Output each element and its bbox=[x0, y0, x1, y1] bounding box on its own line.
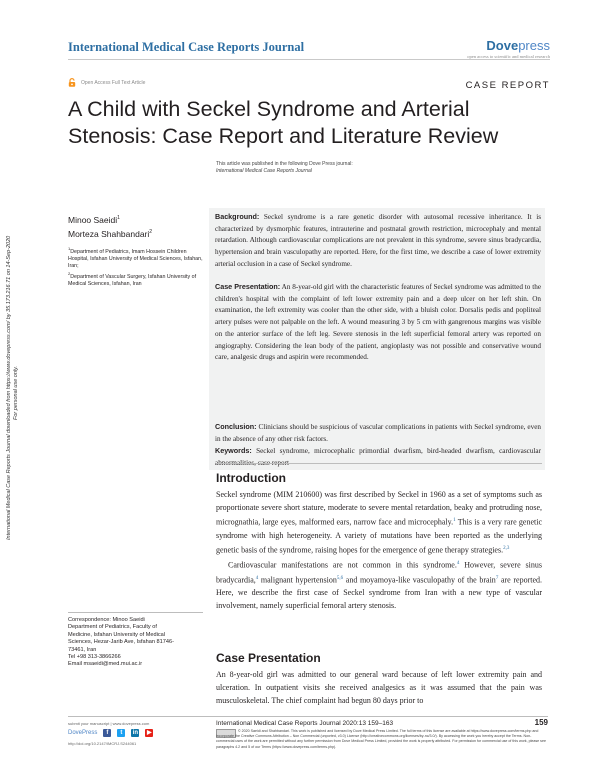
open-access-lock-icon bbox=[68, 78, 76, 87]
twitter-icon[interactable]: t bbox=[117, 729, 125, 737]
publisher-brand bbox=[467, 38, 550, 59]
affiliation: $^2$Department of Vascular Surgery, Isfahan University of Medical Sciences, Isfahan, Iran bbox=[68, 271, 197, 288]
abstract-box bbox=[209, 208, 545, 470]
brand-tagline: open access to scientific and medical research bbox=[467, 54, 550, 59]
open-access-note bbox=[68, 78, 145, 87]
brand-prefix: Dove bbox=[486, 38, 519, 53]
header-divider bbox=[68, 59, 550, 60]
personal-use-note: For personal use only. bbox=[13, 365, 19, 420]
abstract-conclusion-label: Conclusion: bbox=[215, 422, 257, 431]
facebook-icon[interactable]: f bbox=[103, 729, 111, 737]
affiliation: $^1$Department of Pediatrics, Imam Hossein Children Hospital, Isfahan University of Medical Sciences, Isfahan, Iran; bbox=[68, 246, 203, 270]
publication-note-journal: International Medical Case Reports Journal bbox=[216, 168, 312, 174]
author: Morteza Shahbandari$^2$ bbox=[68, 228, 153, 239]
citation[interactable]: 5,6 bbox=[336, 575, 344, 581]
abstract-presentation-label: Case Presentation: bbox=[215, 282, 281, 291]
citation[interactable]: 2,3 bbox=[503, 546, 510, 552]
case-presentation-body: An 8-year-old girl was admitted to our general ward because of left lower extremity pain and ulceration. In outpatient visits she received analgesics as it was assumed that the pain was musculoskeletal. The chief complaint had begun 80 days prior to bbox=[216, 670, 542, 706]
correspondence-email[interactable]: Email msaeidi@med.mui.ac.ir bbox=[68, 661, 143, 668]
footer-divider bbox=[68, 716, 548, 717]
journal-header: International Medical Case Reports Journal bbox=[68, 40, 305, 54]
article-title: A Child with Seckel Syndrome and Arterial Stenosis: Case Report and Literature Review bbox=[68, 97, 499, 148]
affiliations bbox=[68, 245, 203, 289]
introduction-heading: Introduction bbox=[216, 471, 286, 485]
citation[interactable]: 7 bbox=[495, 575, 499, 581]
license-text: © 2020 Saeidi and Shahbandari. This work is published and licensed by Dove Medical Press Limited. The full terms of this license are available at https://www.dovepress.com/terms.php and incorporate the Creative Commons Attribution – Non Commercial (unported, v3.0) License (http://creativecommons.org/licenses/by-nc/3.0/). By accessing the work you hereby accept the Terms. Non-commercial uses of the work are permitted without any further permission from Dove Medical Press Limited, provided the work is properly attributed. For permission for commercial use of this work, please see paragraphs 4.2 and 5 of our Terms (https://www.dovepress.com/terms.php). bbox=[216, 729, 546, 749]
abstract-background-label: Background: bbox=[215, 212, 260, 221]
abstract-presentation: Case Presentation: An 8-year-old girl with the characteristic features of Seckel syndrome was admitted to the children's hospital with the complaint of left lower extremity pain and a deep ulcer on her left shin. On examination, the left extremity was cooler than the other side, with a bluish color. Dorsalis pedis and popliteal artery pulses were not palpable on the left. A wound measuring 3 by 5 cm with gangrenous margins was visible on the anterior surface of the left leg. Severe stenosis in the left superficial femoral artery was reported on angiography. Considering the lean body of the patient, angioplasty was not possible and conservative wound care, analgesic drugs and aspirin were recommended. bbox=[215, 282, 542, 362]
download-watermark bbox=[2, 120, 32, 540]
abstract-conclusion: Conclusion: Clinicians should be suspicious of vascular complications in patients with Seckel syndrome, even in the absence of any other risk factors. bbox=[215, 422, 541, 443]
article-type: CASE REPORT bbox=[465, 80, 550, 91]
dovepress-logo: DovePress bbox=[68, 730, 98, 736]
page-number: 159 bbox=[534, 718, 548, 727]
correspondence-divider bbox=[68, 612, 203, 613]
citation[interactable]: 1 bbox=[453, 518, 456, 524]
citation[interactable]: 4 bbox=[255, 575, 259, 581]
case-presentation-heading: Case Presentation bbox=[216, 651, 321, 665]
publication-note bbox=[216, 161, 353, 175]
author-list bbox=[68, 212, 152, 240]
open-access-label: Open Access Full Text Article bbox=[81, 79, 146, 86]
author: Minoo Saeidi$^1$ bbox=[68, 214, 120, 225]
correspondence: Correspondence: Minoo Saeidi Department of Pediatrics, Faculty of Medicine, Isfahan University of Medical Sciences, Hezar-Jarib Ave, Isfahan 81746- 73461, Iran Tel +98 313-3866266 Email msaeidi@med.mui.ac.ir bbox=[68, 617, 208, 669]
publication-note-line: This article was published in the following Dove Press journal: bbox=[216, 161, 353, 167]
doi-link[interactable]: http://doi.org/10.2147/IMCRJ.S244061 bbox=[68, 741, 137, 746]
citation[interactable]: 4 bbox=[456, 560, 460, 566]
abstract-divider bbox=[216, 463, 542, 464]
brand-suffix: press bbox=[518, 38, 550, 53]
linkedin-icon[interactable]: in bbox=[132, 730, 139, 736]
footer-logo-row bbox=[68, 729, 153, 737]
keywords-label: Keywords: bbox=[215, 446, 252, 455]
journal-citation: International Medical Case Reports Journal 2020:13 159–163 bbox=[216, 720, 394, 727]
submit-manuscript-link[interactable]: submit your manuscript | www.dovepress.com bbox=[68, 721, 150, 726]
correspondence-label: Correspondence: Minoo Saeidi bbox=[68, 617, 145, 623]
youtube-icon[interactable]: ▶ bbox=[147, 730, 152, 736]
abstract-keywords: Keywords: Seckel syndrome, microcephalic primordial dwarfism, bird-headed dwarfism, cardiovascular abnormalities, case report bbox=[215, 446, 542, 467]
abstract-background: Background: Seckel syndrome is a rare genetic disorder with autosomal recessive inheritance. It is characterized by dysmorphic features, intrauterine and postnatal growth restriction, microcephaly and mental retardation. Although cardiovascular complications are not prevalent in this syndrome, severe sinus bradycardia, hypertension and brain vasculopathy are reported. Here, for the first time, we describe a case of lower extremity arterial occlusion in a case of Seckel syndrome. bbox=[215, 212, 542, 268]
introduction-body: Seckel syndrome (MIM 210600) was first described by Seckel in 1960 as a set of symptoms such as proportionate severe short stature, moderate to severe mental retardation, beaky and protruding nose, micrognathia, large eyes, malformed ears, narrow face and microcephaly.$^1$ This is a very rare genetic syndrome with high heterogeneity. A variety of mutations have been reported as the underlying genetic basis of the syndrome, raising hopes for the emergence of gene therapy strategies.$^{2,3}$ Cardiovascular manifestations are not common in this syndrome.$^4$ However, severe sinus bradycardia,$^4$ malignant hypertension$^{5,6}$ and moyamoya-like vasculopathy of the brain$^7$ are reported. Here, we describe the first case of Seckel syndrome from Iran with a new type of vascular involvement, namely superficial femoral artery stenosis. bbox=[216, 490, 543, 611]
download-watermark-line: International Medical Case Reports Journal downloaded from https://www.dovepress.com/ by 35.173.216.71 on 14-Sep-2020 bbox=[6, 235, 12, 540]
